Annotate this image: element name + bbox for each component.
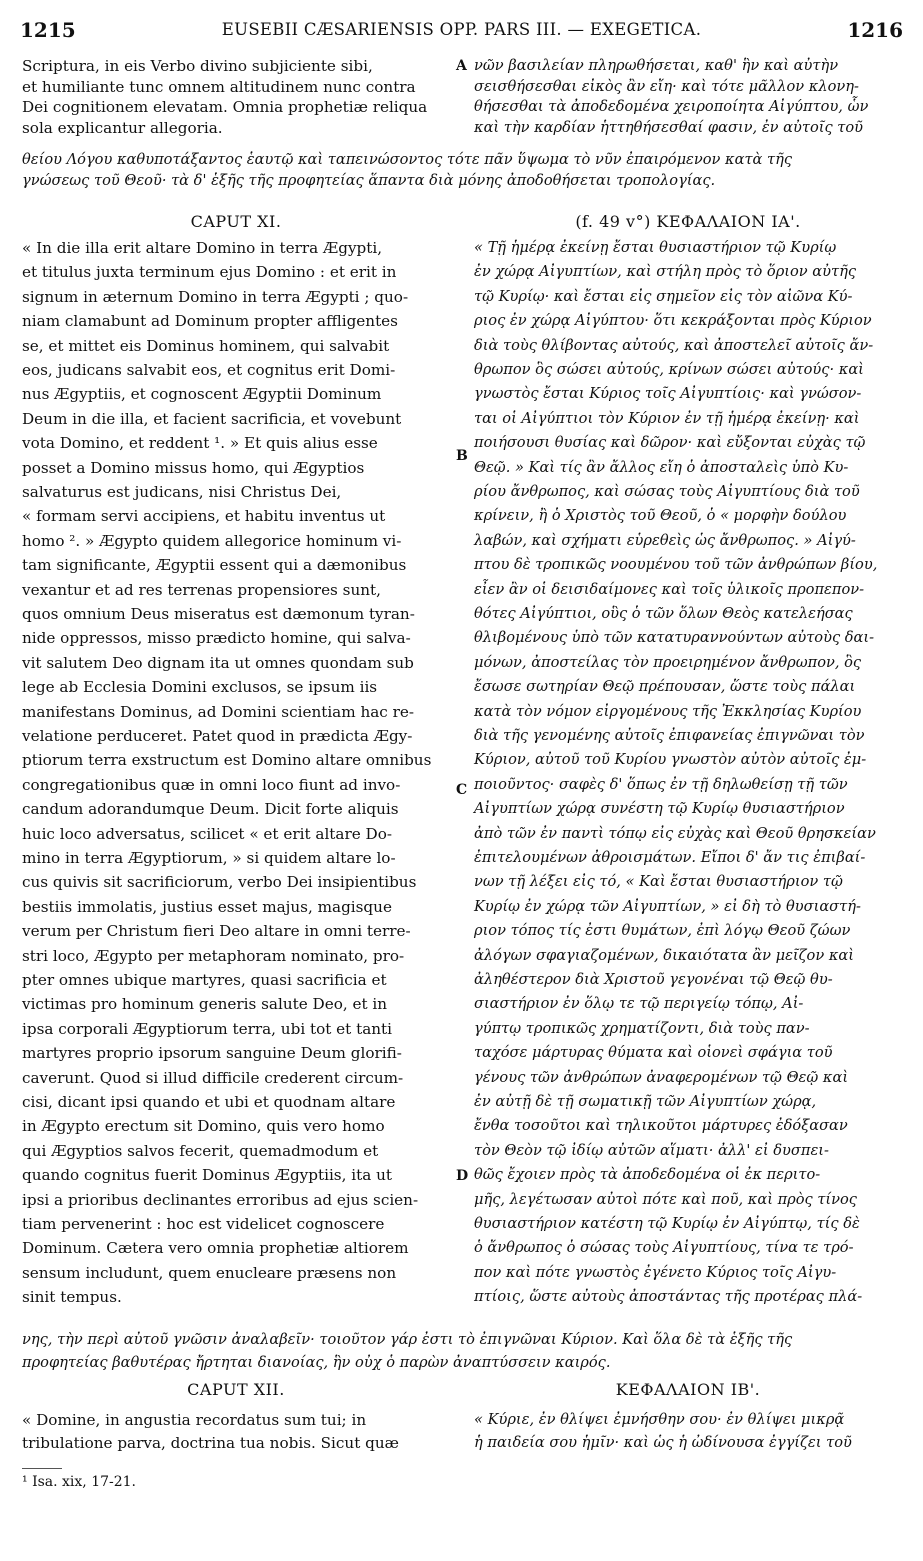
running-title: EUSEBII CÆSARIENSIS OPP. PARS III. — EXEGETICA. (221, 20, 702, 39)
latin-text-line: « Domine, in angustia recordatus sum tui; in (22, 1411, 367, 1429)
latin-text-line: in Ægypto erectum sit Domino, quis vero homo (22, 1117, 385, 1136)
greek-text-line: λαβών, καὶ σχήματι εὑρεθεὶς ὡς ἄνθρωπος. » Αἰγύ- (474, 531, 856, 549)
greek-text-line: ἐπιτελουμένων ἀθροισμάτων. Εἴποι δ' ἄν τις ἐπιβαί- (474, 849, 866, 866)
greek-text-line: θότες Αἰγύπτιοι, οὓς ὁ τῶν ὅλων Θεὸς κατελεήσας (474, 605, 853, 622)
greek-text-line: γένους τῶν ἀνθρώπων ἀναφερομένων τῷ Θεῷ καὶ (474, 1068, 849, 1086)
latin-text-line: ptiorum terra exstructum est Domino altare omnibus (22, 751, 432, 770)
latin-text-line: nus Ægyptiis, et cognoscent Ægyptii Dominum (22, 385, 382, 404)
latin-text-line: signum in æternum Domino in terra Ægypti ; quo- (22, 287, 409, 306)
latin-text-line: bestiis immolatis, justius esset majus, magisque (22, 897, 392, 916)
greek-full-width-line: νης, τὴν περὶ αὐτοῦ γνῶσιν ἀναλαβεῖν· τοιοῦτον γάρ ἐστι τὸ ἐπιγνῶναι Κύριον. Καὶ ὅλα δὲ τὰ ἑξῆς τῆς (22, 1331, 793, 1348)
latin-text-line: vexantur et ad res terrenas propensiores sunt, (22, 580, 381, 599)
greek-text-line: ριος ἐν χώρᾳ Αἰγύπτου· ὅτι κεκράξονται πρὸς Κύριον (474, 312, 872, 330)
greek-full-width-line: προφητείας βαθυτέρας ἤρτηται διανοίας, ἣν οὐχ ὁ παρὼν ἀναπτύσσειν καιρός. (22, 1354, 611, 1371)
greek-text-line: ριον τόπος τίς ἐστι θυμάτων, ἐπὶ λόγῳ Θεοῦ ζώων (474, 922, 851, 940)
greek-text-line: θλιβομένους ὑπὸ τῶν κατατυραννούντων αὐτοὺς δαι- (474, 629, 875, 647)
latin-text-line: martyres proprio ipsorum sanguine Deum glorifi- (22, 1044, 402, 1063)
greek-text-line: κρίνειν, ἢ ὁ Χριστὸς τοῦ Θεοῦ, ὁ « μορφὴν δούλου (474, 507, 847, 525)
margin-letter-b: B (456, 448, 468, 464)
greek-text-line: μῆς, λεγέτωσαν αὐτοὶ πότε καὶ ποῦ, καὶ πρὸς τίνος (474, 1190, 857, 1208)
kephalaion-ia-heading: (f. 49 v°) ΚΕΦΑΛΑΙΟΝ ΙΑ'. (575, 212, 801, 231)
greek-text-line: καὶ τὴν καρδίαν ἡττηθήσεσθαί φασιν, ἐν αὐτοῖς τοῦ (474, 118, 864, 136)
greek-text-line: θρωπον ὃς σώσει αὐτούς, κρίνων σώσει αὐτούς· καὶ (474, 361, 864, 378)
margin-letter-c: C (456, 782, 468, 798)
greek-text-line: ἡ παιδεία σου ἡμῖν· καὶ ὡς ἡ ὠδίνουσα ἐγγίζει τοῦ (474, 1434, 852, 1451)
greek-full-width-line: θείου Λόγου καθυποτάξαντος ἑαυτῷ καὶ ταπεινώσοντος τότε πᾶν ὕψωμα τὸ νῦν ἐπαιρόμενον κατὰ τῆς (22, 151, 793, 168)
greek-text-line: διὰ τοὺς θλίβοντας αὐτούς, καὶ ἀποστελεῖ αὐτοῖς ἄν- (474, 336, 874, 354)
latin-text-line: niam clamabunt ad Dominum propter affligentes (22, 312, 398, 331)
greek-text-line: σεισθήσεσθαι εἰκὸς ἂν εἴη· καὶ τότε μᾶλλον κλονη- (474, 77, 859, 95)
greek-text-line: ρίου ἄνθρωπος, καὶ σώσας τοὺς Αἰγυπτίους διὰ τοῦ (474, 483, 860, 500)
greek-text-line: « Κύριε, ἐν θλίψει ἐμνήσθην σου· ἐν θλίψει μικρᾷ (474, 1411, 845, 1428)
latin-text-line: quando cognitus fuerit Dominus Ægyptiis, ita ut (22, 1166, 392, 1185)
latin-text-line: et humiliante tunc omnem altitudinem nunc contra (22, 77, 416, 96)
greek-text-line: μόνων, ἀποστείλας τὸν προειρημένον ἄνθρωπον, ὃς (474, 653, 862, 671)
latin-text-line: salvaturus est judicans, nisi Christus Dei, (22, 483, 342, 501)
latin-text-line: nide oppressos, misso prædicto homine, qui salva- (22, 629, 411, 648)
caput-xii-heading: CAPUT XII. (187, 1380, 285, 1399)
latin-text-line: sola explicantur allegoria. (22, 118, 223, 137)
greek-text-line: πτου δὲ τροπικῶς νοουμένου τοῦ τῶν ἀνθρώπων βίου, (474, 556, 878, 574)
margin-letter-a: A (456, 58, 467, 74)
latin-text-line: tiam pervenerint : hoc est videlicet cognoscere (22, 1215, 385, 1233)
greek-text-line: εἶεν ἂν οἱ δεισιδαίμονες καὶ τοῖς ὑλικοῖς προπεπον- (474, 580, 865, 598)
kephalaion-ib-heading: ΚΕΦΑΛΑΙΟΝ ΙΒ'. (615, 1380, 761, 1399)
greek-text-line: Κύριον, αὐτοῦ τοῦ Κυρίου γνωστὸν αὐτὸν αὐτοῖς ἐμ- (474, 751, 867, 769)
latin-text-line: se, et mittet eis Dominus hominem, qui salvabit (22, 336, 390, 355)
latin-text-line: huic loco adversatus, scilicet « et erit altare Do- (22, 824, 392, 843)
greek-text-line: ταχόσε μάρτυρας θύματα καὶ οἱονεὶ σφάγια τοῦ (474, 1044, 833, 1062)
latin-text-line: tam significante, Ægyptii essent qui a dæmonibus (22, 556, 407, 575)
latin-text-line: manifestans Dominus, ad Domini scientiam hac re- (22, 702, 415, 721)
greek-text-line: διὰ τῆς γενομένης αὐτοῖς ἐπιφανείας ἐπιγνῶναι τὸν (474, 727, 865, 744)
latin-text-line: posset a Domino missus homo, qui Ægyptios (22, 458, 365, 477)
greek-text-line: ἐν αὐτῇ δὲ τῇ σωματικῇ τῶν Αἰγυπτίων χώρᾳ, (474, 1093, 817, 1110)
latin-text-line: cisi, dicant ipsi quando et ubi et quodnam altare (22, 1093, 396, 1111)
latin-text-line: cus quivis sit sacrificiorum, verbo Dei insipientibus (22, 873, 417, 892)
latin-text-line: vit salutem Deo dignam ita ut omnes quondam sub (22, 653, 414, 672)
caput-xi-heading: CAPUT XI. (190, 212, 282, 231)
greek-text-line: ἔνθα τοσοῦτοι καὶ τηλικοῦτοι μάρτυρες ἐδόξασαν (474, 1117, 848, 1135)
page-header (20, 18, 903, 46)
latin-text-line: pter omnes ubique martyres, quasi sacrificia et (22, 971, 387, 989)
latin-text-line: mino in terra Ægyptiorum, » si quidem altare lo- (22, 849, 396, 867)
latin-text-line: sensum includunt, quem enucleare præsens non (22, 1263, 397, 1282)
greek-text-line: τὸν Θεὸν τῷ ἰδίῳ αὐτῶν αἵματι· ἀλλ' εἰ δυσπει- (474, 1141, 829, 1159)
greek-text-line: τῷ Κυρίῳ· καὶ ἔσται εἰς σημεῖον εἰς τὸν αἰῶνα Κύ- (474, 287, 853, 305)
greek-text-line: νῶν βασιλείαν πληρωθήσεται, καθ' ἣν καὶ αὐτὴν (474, 57, 839, 74)
latin-text-line: eos, judicans salvabit eos, et cognitus erit Domi- (22, 361, 396, 379)
latin-text-line: victimas pro hominum generis salute Deo, et in (22, 995, 388, 1014)
greek-full-width-line: γνώσεως τοῦ Θεοῦ· τὰ δ' ἑξῆς τῆς προφητείας ἅπαντα διὰ μόνης ἀποδοθήσεται τροπολογίας. (22, 172, 716, 189)
greek-text-line: σιαστήριον ἐν ὅλῳ τε τῷ περιγείῳ τόπῳ, Αἰ- (474, 995, 804, 1013)
page-number-left: 1215 (20, 18, 76, 42)
greek-text-line: θήσεσθαι τὰ ἀποδεδομένα χειροποίητα Αἰγύπτου, ὧν (474, 98, 869, 115)
latin-text-line: qui Ægyptios salvos fecerit, quemadmodum et (22, 1141, 379, 1160)
latin-text-line: « formam servi accipiens, et habitu inventus ut (22, 507, 386, 526)
latin-text-line: tribulatione parva, doctrina tua nobis. Sicut quæ (22, 1434, 399, 1452)
greek-text-line: ται οἱ Αἰγύπτιοι τὸν Κύριον ἐν τῇ ἡμέρᾳ ἐκείνῃ· καὶ (474, 409, 860, 427)
footnote-rule (22, 1468, 62, 1469)
greek-text-line: ἀληθέστερον διὰ Χριστοῦ γεγονέναι τῷ Θεῷ θυ- (474, 971, 833, 988)
greek-text-line: κατὰ τὸν νόμον εἰργομένους τῆς Ἐκκλησίας Κυρίου (474, 702, 862, 720)
greek-text-line: Κυρίῳ ἐν χώρᾳ τῶν Αἰγυπτίων, » εἰ δὴ τὸ θυσιαστή- (474, 897, 861, 915)
margin-letter-d: D (456, 1168, 469, 1184)
latin-text-line: homo ². » Ægypto quidem allegorice hominum vi- (22, 531, 402, 550)
greek-text-line: πον καὶ πότε γνωστὸς ἐγένετο Κύριος τοῖς Αἰγυ- (474, 1263, 837, 1281)
latin-text-line: candum adorandumque Deum. Dicit forte aliquis (22, 800, 399, 819)
latin-text-line: caverunt. Quod si illud difficile crederent circum- (22, 1068, 404, 1087)
latin-text-line: quos omnium Deus miseratus est dæmonum tyran- (22, 605, 415, 623)
footnote: ¹ Isa. xix, 17-21. (22, 1474, 137, 1490)
latin-text-line: Deum in die illa, et facient sacrificia, et vovebunt (22, 409, 402, 428)
latin-text-line: « In die illa erit altare Domino in terra Ægypti, (22, 239, 383, 257)
latin-text-line: sinit tempus. (22, 1288, 122, 1307)
latin-text-line: Scriptura, in eis Verbo divino subjiciente sibi, (22, 57, 373, 75)
greek-text-line: ποιήσουσι θυσίας καὶ δῶρον· καὶ εὔξονται εὐχὰς τῷ (474, 434, 866, 452)
greek-text-line: ἀπὸ τῶν ἐν παντὶ τόπῳ εἰς εὐχὰς καὶ Θεοῦ θρησκείαν (474, 824, 876, 842)
greek-text-line: γνωστὸς ἔσται Κύριος τοῖς Αἰγυπτίοις· καὶ γνώσον- (474, 385, 862, 403)
latin-text-line: vota Domino, et reddent ¹. » Et quis alius esse (22, 434, 378, 453)
greek-text-line: ὁ ἄνθρωπος ὁ σώσας τοὺς Αἰγυπτίους, τίνα τε τρό- (474, 1239, 854, 1257)
latin-text-line: ipsa corporali Ægyptiorum terra, ubi tot et tanti (22, 1019, 392, 1038)
greek-text-line: Αἰγυπτίων χώρᾳ συνέστη τῷ Κυρίῳ θυσιαστήριον (474, 800, 845, 818)
latin-text-line: congregationibus quæ in omni loco fiunt ad invo- (22, 775, 401, 794)
latin-text-line: verum per Christum fieri Deo altare in omni terre- (22, 922, 411, 941)
greek-text-line: ποιοῦντος· σαφὲς δ' ὅπως ἐν τῇ δηλωθείσῃ τῇ τῶν (474, 775, 848, 793)
greek-text-line: θῶς ἔχοιεν πρὸς τὰ ἀποδεδομένα οἱ ἐκ περιτο- (474, 1166, 821, 1184)
greek-text-line: νων τῇ λέξει εἰς τό, « Καὶ ἔσται θυσιαστήριον τῷ (474, 873, 843, 891)
greek-text-line: ἐν χώρᾳ Αἰγυπτίων, καὶ στήλη πρὸς τὸ ὅριον αὐτῆς (474, 263, 857, 281)
greek-text-line: ἀλόγων σφαγιαζομένων, δικαιότατα ἂν μεῖζον καὶ (474, 946, 854, 964)
latin-text-line: stri loco, Ægypto per metaphoram nominato, pro- (22, 946, 405, 965)
page-number-right: 1216 (847, 18, 903, 42)
latin-text-line: ipsi a prioribus declinantes erroribus ad ejus scien- (22, 1190, 419, 1209)
greek-text-line: Θεῷ. » Καὶ τίς ἂν ἄλλος εἴη ὁ ἀποσταλεὶς ὑπὸ Κυ- (474, 458, 849, 476)
greek-text-line: ἔσωσε σωτηρίαν Θεῷ πρέπουσαν, ὥστε τοὺς πάλαι (474, 678, 856, 696)
greek-text-line: θυσιαστήριον κατέστη τῷ Κυρίῳ ἐν Αἰγύπτῳ, τίς δὲ (474, 1215, 860, 1232)
latin-text-line: et titulus juxta terminum ejus Domino : et erit in (22, 263, 397, 282)
greek-text-line: πτίοις, ὥστε αὐτοὺς ἀποστάντας τῆς προτέρας πλά- (474, 1288, 863, 1306)
latin-text-line: velatione perduceret. Patet quod in prædicta Ægy- (22, 727, 413, 745)
latin-text-line: Dominum. Cætera vero omnia prophetiæ altiorem (22, 1239, 409, 1258)
greek-text-line: γύπτῳ τροπικῶς χρηματίζοντι, διὰ τοὺς παν- (474, 1019, 810, 1037)
latin-text-line: Dei cognitionem elevatam. Omnia prophetiæ reliqua (22, 98, 428, 116)
greek-text-line: « Τῇ ἡμέρᾳ ἐκείνῃ ἔσται θυσιαστήριον τῷ Κυρίῳ (474, 239, 837, 256)
latin-text-line: lege ab Ecclesia Domini exclusos, se ipsum iis (22, 678, 378, 697)
